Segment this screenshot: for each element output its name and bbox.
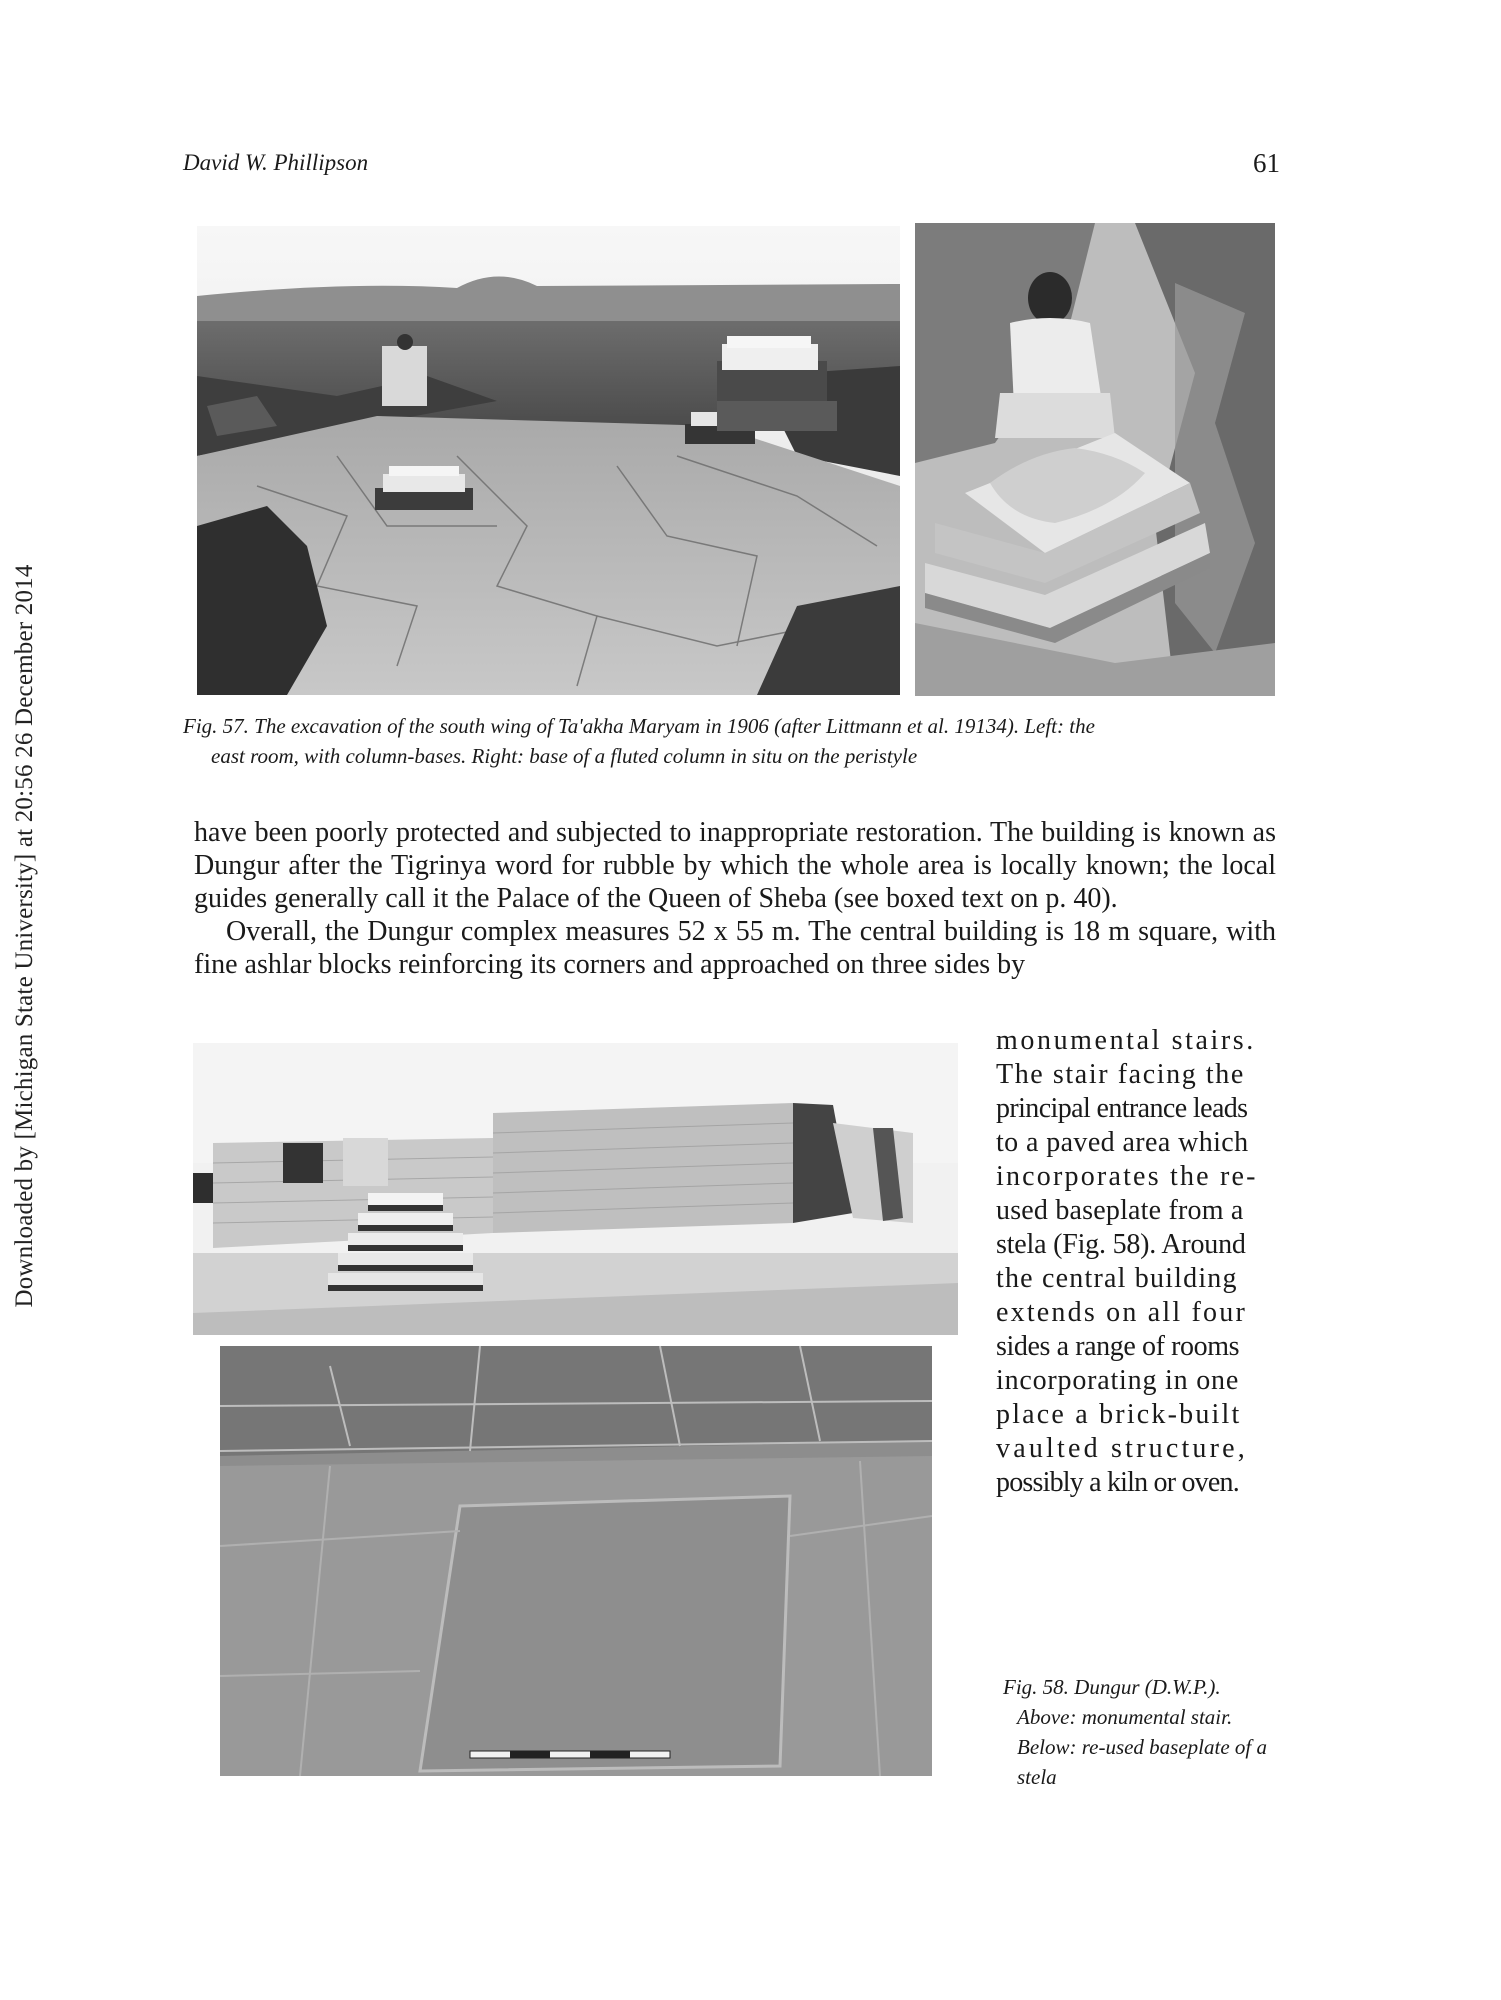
text-line: incorporating in one	[996, 1365, 1240, 1396]
page-number: 61	[1253, 148, 1280, 178]
fig58-caption-line: Above: monumental stair.	[1017, 1705, 1233, 1729]
text-line: sides a range of rooms	[996, 1331, 1240, 1362]
fig58-caption-line: Below: re-used baseplate of a	[1017, 1735, 1268, 1759]
fig58-caption-line: stela	[1017, 1765, 1057, 1789]
text-line: monumental stairs.	[996, 1025, 1256, 1056]
fig57-left-photo	[197, 226, 900, 695]
wrapped-text-column	[996, 1024, 1276, 1500]
text-line: principal entrance leads	[996, 1093, 1248, 1124]
paragraph-1: have been poorly protected and subjected to inappropriate restoration. The building is known as Dungur after the Tigrinya word for rubble by which the whole area is locally known; the local guides generally call it the Palace of the Queen of Sheba (see boxed text on p. 40).	[194, 817, 1276, 914]
text-line: incorporates the re-	[996, 1161, 1258, 1192]
text-line: to a paved area which	[996, 1127, 1249, 1158]
text-line: possibly a kiln or oven.	[996, 1467, 1239, 1498]
fig58-caption-line: Fig. 58. Dungur (D.W.P.).	[1003, 1675, 1221, 1699]
fig57-caption	[183, 711, 1283, 771]
download-watermark: Downloaded by [Michigan State University] at 20:56 26 December 2014	[11, 564, 38, 1308]
fig58-caption	[1003, 1672, 1283, 1792]
text-line: used baseplate from a	[996, 1195, 1244, 1226]
running-head: David W. Phillipson	[183, 150, 369, 175]
fig58-baseplate-photo	[220, 1346, 932, 1776]
fig58-stair-photo	[193, 1043, 958, 1335]
text-line: The stair facing the	[996, 1059, 1245, 1090]
paragraph-2: Overall, the Dungur complex measures 52 x 55 m. The central building is 18 m square, with fine ashlar blocks reinforcing its corners and approached on three sides by	[194, 916, 1276, 980]
text-line: place a brick-built	[996, 1399, 1242, 1430]
text-line: vaulted structure,	[996, 1433, 1248, 1464]
text-line: extends on all four	[996, 1297, 1247, 1328]
text-line: stela (Fig. 58). Around	[996, 1229, 1246, 1260]
fig57-right-photo	[915, 223, 1275, 696]
text-line: the central building	[996, 1263, 1238, 1294]
body-text	[194, 816, 1276, 981]
fig57-caption-line-1: Fig. 57. The excavation of the south wing of Ta'akha Maryam in 1906 (after Littmann et al. 19134). Left: the	[183, 714, 1095, 738]
fig57-caption-line-2: east room, with column-bases. Right: base of a fluted column in situ on the peristyle	[211, 744, 918, 768]
